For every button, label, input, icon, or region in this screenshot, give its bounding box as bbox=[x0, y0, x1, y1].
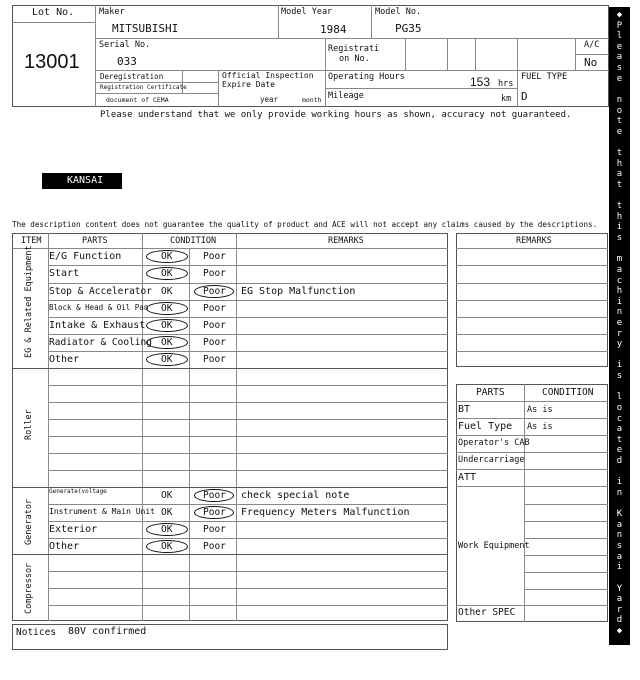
generator-remark: check special note bbox=[241, 490, 350, 501]
side-banner-char: i bbox=[616, 296, 623, 307]
poor-option: Poor bbox=[203, 320, 226, 331]
side-banner-char: a bbox=[616, 594, 623, 605]
parts-row-label: ATT bbox=[458, 472, 477, 483]
header-divider bbox=[575, 54, 609, 55]
side-banner-char: Y bbox=[616, 583, 623, 594]
row-divider bbox=[456, 486, 524, 487]
other-spec-label: Other SPEC bbox=[458, 607, 516, 618]
side-banner-char: e bbox=[616, 318, 623, 328]
cema-label: document of CEMA bbox=[106, 96, 169, 104]
side-banner-char: d bbox=[616, 456, 623, 467]
parts-header: PARTS bbox=[476, 387, 505, 398]
year-label: year bbox=[260, 95, 279, 104]
col-parts-header: PARTS bbox=[82, 236, 108, 246]
ok-selected-mark bbox=[146, 523, 188, 536]
row-divider bbox=[456, 300, 608, 301]
row-divider bbox=[456, 469, 608, 470]
col-item-header: ITEM bbox=[21, 236, 42, 246]
poor-option: Poor bbox=[203, 268, 226, 279]
row-divider bbox=[524, 555, 608, 556]
side-banner-char: l bbox=[616, 392, 623, 403]
column-line bbox=[236, 233, 237, 621]
side-banner-char: i bbox=[616, 562, 623, 573]
side-banner-char: s bbox=[616, 371, 623, 382]
side-banner-char: s bbox=[616, 233, 623, 244]
side-banner-char: n bbox=[616, 307, 623, 318]
serial-no-value: 033 bbox=[117, 55, 137, 68]
header-divider bbox=[475, 38, 476, 70]
row-divider bbox=[48, 317, 448, 318]
row-divider bbox=[48, 436, 448, 437]
ok-selected-mark bbox=[146, 540, 188, 553]
ok-option: OK bbox=[161, 541, 173, 552]
side-banner-char: l bbox=[616, 31, 623, 42]
header-divider bbox=[95, 5, 96, 107]
registration-no-label: on No. bbox=[339, 54, 370, 64]
row-divider bbox=[48, 588, 448, 589]
poor-option: Poor bbox=[203, 337, 226, 348]
notices-text: 80V confirmed bbox=[68, 626, 147, 637]
side-banner-char: e bbox=[616, 73, 623, 84]
side-banner-char: o bbox=[616, 105, 623, 116]
section-divider bbox=[12, 368, 448, 369]
side-banner-char: e bbox=[616, 41, 623, 52]
side-banner-char: y bbox=[616, 339, 623, 350]
ac-value: No bbox=[584, 56, 598, 69]
notices-label: Notices bbox=[16, 627, 57, 638]
row-divider bbox=[524, 572, 608, 573]
row-divider bbox=[456, 283, 608, 284]
header-divider bbox=[95, 93, 218, 94]
ac-label: A/C bbox=[584, 40, 600, 50]
side-banner-char: n bbox=[616, 530, 623, 541]
model-year-value: 1984 bbox=[320, 23, 347, 36]
side-banner-char: s bbox=[616, 63, 623, 74]
header-divider bbox=[218, 70, 219, 107]
poor-option: Poor bbox=[203, 251, 226, 262]
ok-selected-mark bbox=[146, 353, 188, 366]
side-banner-char: ◆ bbox=[616, 10, 623, 20]
deregistration-label: Deregistration bbox=[100, 72, 164, 81]
fuel-type-label: FUEL TYPE bbox=[521, 72, 568, 82]
parts-row-condition: As is bbox=[527, 405, 553, 415]
poor-selected-mark bbox=[194, 489, 234, 502]
official-inspection-label: Official Inspection bbox=[222, 71, 314, 80]
row-divider bbox=[524, 521, 608, 522]
ok-option: OK bbox=[161, 268, 173, 279]
header-divider bbox=[447, 38, 448, 70]
official-inspection-label: Expire Date bbox=[222, 80, 275, 89]
ok-selected-mark bbox=[146, 336, 188, 349]
side-banner-char: n bbox=[616, 487, 623, 498]
row-divider bbox=[456, 265, 608, 266]
side-banner-char: r bbox=[616, 328, 623, 339]
ok-option: OK bbox=[161, 524, 173, 535]
row-divider bbox=[48, 453, 448, 454]
generator-part-label: Instrument & Main Unit bbox=[49, 507, 155, 516]
model-no-value: PG35 bbox=[395, 22, 422, 35]
row-divider bbox=[48, 538, 448, 539]
header-divider bbox=[12, 22, 95, 23]
section-label-generator: Generator bbox=[24, 498, 34, 546]
side-banner-char: a bbox=[616, 424, 623, 435]
maker-label: Maker bbox=[99, 7, 125, 17]
fuel-type-value: D bbox=[521, 90, 528, 103]
col-remarks-header: REMARKS bbox=[328, 236, 364, 246]
column-line bbox=[189, 248, 190, 621]
eg-part-label: Other bbox=[49, 354, 80, 365]
ok-selected-mark bbox=[146, 302, 188, 315]
row-divider bbox=[48, 334, 448, 335]
operating-hours-value: 153 bbox=[470, 75, 491, 89]
lot-no-value: 13001 bbox=[24, 51, 80, 73]
side-banner-char: t bbox=[616, 116, 623, 127]
ok-selected-mark bbox=[146, 319, 188, 332]
section-label-compressor: Compressor bbox=[24, 562, 34, 614]
row-divider bbox=[48, 351, 448, 352]
parts-column-line bbox=[524, 384, 525, 622]
section-label-roller: Roller bbox=[24, 409, 34, 441]
column-line bbox=[142, 233, 143, 248]
header-divider bbox=[95, 82, 218, 83]
side-banner-char: h bbox=[616, 158, 623, 169]
header-divider bbox=[517, 38, 518, 107]
row-divider bbox=[48, 470, 448, 471]
side-banner-char: m bbox=[616, 254, 623, 265]
ok-option: OK bbox=[161, 303, 173, 314]
row-divider bbox=[456, 452, 608, 453]
parts-row-condition: As is bbox=[527, 422, 553, 432]
side-banner-char: t bbox=[616, 201, 623, 212]
generator-part-label: Other bbox=[49, 541, 80, 552]
side-banner-char: n bbox=[616, 94, 623, 105]
ok-option: OK bbox=[161, 490, 173, 501]
ok-option: OK bbox=[161, 320, 173, 331]
row-divider bbox=[48, 300, 448, 301]
row-divider bbox=[48, 521, 448, 522]
poor-selected-mark bbox=[194, 506, 234, 519]
serial-no-label: Serial No. bbox=[99, 40, 151, 50]
side-banner-char: a bbox=[616, 169, 623, 180]
poor-option: Poor bbox=[203, 354, 226, 365]
location-badge-text: KANSAI bbox=[67, 175, 104, 186]
header-divider bbox=[325, 38, 326, 107]
row-divider bbox=[48, 283, 448, 284]
eg-part-label: E/G Function bbox=[49, 251, 122, 262]
side-banner-char: d bbox=[616, 615, 623, 626]
side-banner-char: c bbox=[616, 275, 623, 286]
side-banner-char: h bbox=[616, 211, 623, 222]
row-divider bbox=[456, 351, 608, 352]
side-banner-char: r bbox=[616, 604, 623, 615]
parts-row-label: Operator's CAB bbox=[458, 438, 530, 448]
table-header-divider bbox=[12, 248, 448, 249]
side-banner-char: a bbox=[616, 52, 623, 63]
generator-remark: Frequency Meters Malfunction bbox=[241, 507, 410, 518]
eg-part-label: Start bbox=[49, 268, 80, 279]
header-divider bbox=[278, 5, 279, 38]
row-divider bbox=[456, 418, 608, 419]
side-banner bbox=[609, 7, 630, 645]
ok-option: OK bbox=[161, 354, 173, 365]
side-banner-char: i bbox=[616, 222, 623, 233]
side-banner-char: ◆ bbox=[616, 626, 623, 636]
col-condition-header: CONDITION bbox=[170, 236, 217, 246]
side-banner-char: t bbox=[616, 148, 623, 159]
operating-hours-label: Operating Hours bbox=[328, 72, 405, 82]
row-divider bbox=[48, 402, 448, 403]
right-remarks-divider bbox=[456, 248, 608, 249]
hrs-unit: hrs bbox=[498, 79, 514, 89]
parts-condition-table bbox=[456, 384, 608, 622]
side-banner-char: o bbox=[616, 402, 623, 413]
side-banner-char: h bbox=[616, 286, 623, 297]
model-no-label: Model No. bbox=[375, 7, 422, 17]
side-banner-char: t bbox=[616, 179, 623, 190]
lot-no-label: Lot No. bbox=[32, 7, 75, 18]
parts-row-label: Fuel Type bbox=[458, 421, 513, 432]
side-banner-char: c bbox=[616, 413, 623, 424]
ok-selected-mark bbox=[146, 250, 188, 263]
side-banner-char: a bbox=[616, 551, 623, 562]
eg-part-label: Radiator & Cooling bbox=[49, 337, 152, 348]
poor-selected-mark bbox=[194, 285, 234, 298]
section-label-eg: EG & Related Equipment bbox=[24, 245, 34, 358]
km-unit: km bbox=[501, 94, 512, 104]
row-divider bbox=[456, 605, 524, 606]
ok-option: OK bbox=[161, 286, 173, 297]
poor-option: Poor bbox=[203, 541, 226, 552]
side-banner-char: K bbox=[616, 509, 623, 520]
header-divider bbox=[95, 70, 609, 71]
ok-option: OK bbox=[161, 507, 173, 518]
side-banner-char: a bbox=[616, 264, 623, 275]
side-banner-char: a bbox=[616, 519, 623, 530]
side-banner-char: P bbox=[616, 20, 623, 31]
row-divider bbox=[456, 317, 608, 318]
side-banner-char: t bbox=[616, 434, 623, 445]
poor-option: Poor bbox=[203, 507, 226, 518]
row-divider bbox=[524, 486, 608, 487]
work-equipment-label: Work Equipment bbox=[458, 541, 530, 551]
poor-option: Poor bbox=[203, 524, 226, 535]
registration-certificate-label: Registration Certificate bbox=[100, 84, 187, 91]
header-divider bbox=[95, 38, 609, 39]
side-banner-char: e bbox=[616, 126, 623, 137]
ok-option: OK bbox=[161, 337, 173, 348]
eg-remark: EG Stop Malfunction bbox=[241, 286, 356, 297]
header-divider bbox=[371, 5, 372, 38]
hours-notice: Please understand that we only provide working hours as shown, accuracy not guaranteed. bbox=[100, 110, 572, 120]
header-divider bbox=[405, 38, 406, 70]
mileage-label: Mileage bbox=[328, 91, 364, 101]
poor-option: Poor bbox=[203, 303, 226, 314]
disclaimer: The description content does not guarantee the quality of product and ACE will not accept any claims caused by the descriptions. bbox=[12, 220, 598, 229]
ok-selected-mark bbox=[146, 267, 188, 280]
right-remarks-header: REMARKS bbox=[516, 236, 552, 246]
row-divider bbox=[524, 605, 608, 606]
month-label: month bbox=[302, 96, 322, 104]
generator-part-label: Exterior bbox=[49, 524, 98, 535]
parts-row-label: BT bbox=[458, 404, 471, 415]
row-divider bbox=[48, 265, 448, 266]
row-divider bbox=[48, 385, 448, 386]
ok-option: OK bbox=[161, 251, 173, 262]
row-divider bbox=[48, 605, 448, 606]
row-divider bbox=[48, 419, 448, 420]
eg-part-label: Stop & Accelerator bbox=[49, 286, 152, 297]
row-divider bbox=[524, 504, 608, 505]
row-divider bbox=[48, 571, 448, 572]
side-banner-char: e bbox=[616, 445, 623, 456]
side-banner-char: i bbox=[616, 477, 623, 488]
side-banner-char: i bbox=[616, 360, 623, 371]
row-divider bbox=[456, 334, 608, 335]
model-year-label: Model Year bbox=[281, 7, 333, 17]
parts-header-divider bbox=[456, 401, 608, 402]
parts-row-label: Undercarriage bbox=[458, 455, 525, 465]
generator-part-label: Generate(voltage bbox=[49, 488, 107, 495]
eg-part-label: Block & Head & Oil Pan bbox=[49, 303, 149, 312]
condition-header: CONDITION bbox=[542, 387, 594, 398]
header-block bbox=[12, 5, 609, 107]
row-divider bbox=[524, 589, 608, 590]
maker-value: MITSUBISHI bbox=[112, 22, 179, 35]
poor-option: Poor bbox=[203, 286, 226, 297]
side-banner-char: s bbox=[616, 541, 623, 552]
row-divider bbox=[456, 435, 608, 436]
row-divider bbox=[48, 504, 448, 505]
eg-part-label: Intake & Exhaust bbox=[49, 320, 146, 331]
registration-no-label: Registrati bbox=[328, 44, 380, 54]
poor-option: Poor bbox=[203, 490, 226, 501]
row-divider bbox=[524, 538, 608, 539]
section-divider bbox=[12, 554, 448, 555]
